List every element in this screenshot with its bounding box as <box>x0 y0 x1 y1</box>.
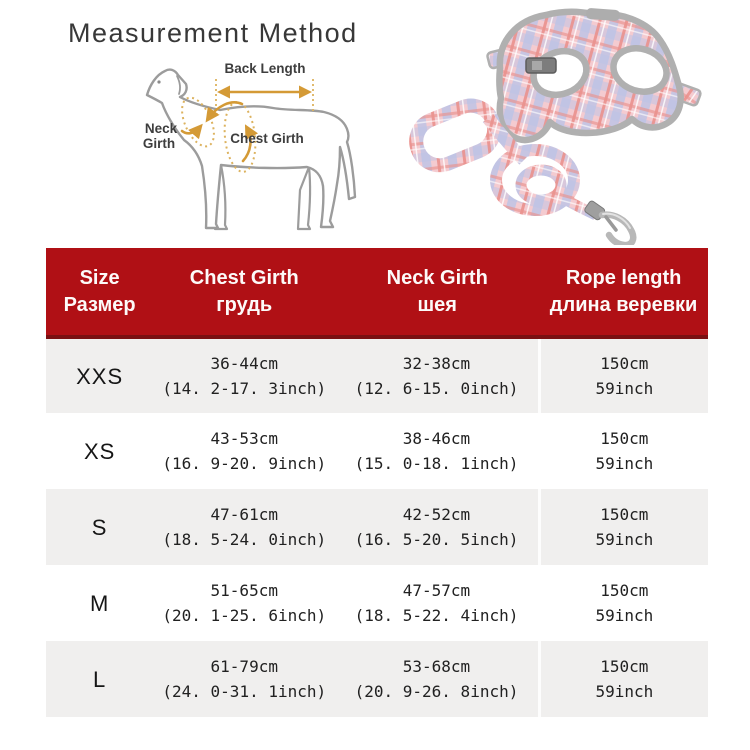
neck-value <box>335 413 539 489</box>
rope-cm: 150cm <box>600 505 649 524</box>
chest-value <box>153 337 335 413</box>
header-size-en: Size <box>79 266 120 289</box>
table-row-s <box>46 489 708 565</box>
chest-value <box>153 641 335 717</box>
page-title: Measurement Method <box>68 18 358 48</box>
chest-cm: 61-79cm <box>210 657 278 676</box>
table-row-l <box>46 641 708 717</box>
size-chart-header <box>46 248 708 337</box>
neck-cm: 38-46cm <box>402 429 471 448</box>
chest-value <box>153 413 335 489</box>
neck-value <box>335 489 539 565</box>
dog-measurement-diagram <box>95 55 405 247</box>
chest-value <box>153 565 335 641</box>
chest-cm: 47-61cm <box>210 505 278 524</box>
neck-inch: (15. 0-18. 1inch) <box>354 454 519 473</box>
table-row-xxs <box>46 337 708 413</box>
chest-inch: (24. 0-31. 1inch) <box>162 682 327 701</box>
neck-value <box>335 337 539 413</box>
header-chest-en: Chest Girth <box>189 266 299 289</box>
leash-handle-loop <box>409 99 501 173</box>
header-rope-length <box>539 248 708 337</box>
header-neck-ru: шея <box>417 293 457 316</box>
header-chest-ru: грудь <box>216 293 273 316</box>
chest-cm: 43-53cm <box>210 429 278 448</box>
header-size <box>46 248 153 337</box>
size-value: XXS <box>76 363 124 389</box>
rope-cm: 150cm <box>600 581 649 600</box>
chest-inch: (14. 2-17. 3inch) <box>162 379 327 398</box>
neck-cm: 47-57cm <box>402 581 471 600</box>
header-chest-girth <box>153 248 335 337</box>
chest-cm: 51-65cm <box>210 581 278 600</box>
rope-value <box>539 413 708 489</box>
rope-value <box>539 489 708 565</box>
size-value: L <box>92 666 107 692</box>
rope-cm: 150cm <box>600 354 649 373</box>
rope-cm: 150cm <box>600 429 649 448</box>
harness-buckle-slider <box>532 61 542 70</box>
neck-value <box>335 565 539 641</box>
size-value: M <box>89 590 110 616</box>
rope-value <box>539 565 708 641</box>
header-neck-en: Neck Girth <box>386 266 488 289</box>
table-row-m <box>46 565 708 641</box>
rope-cm: 150cm <box>600 657 649 676</box>
header-neck-girth <box>335 248 539 337</box>
neck-girth-label-line2: Girth <box>142 136 176 151</box>
harness-leash-product-image <box>400 0 750 245</box>
neck-inch: (20. 9-26. 8inch) <box>354 682 519 701</box>
chest-inch: (20. 1-25. 6inch) <box>162 606 327 625</box>
header-rope-ru: длина веревки <box>549 293 698 316</box>
rope-value <box>539 337 708 413</box>
chest-inch: (18. 5-24. 0inch) <box>162 530 327 549</box>
table-row-xs <box>46 413 708 489</box>
neck-inch: (18. 5-22. 4inch) <box>354 606 519 625</box>
rope-inch: 59inch <box>595 606 654 625</box>
dog-far-legs-shape <box>215 165 310 229</box>
chest-value <box>153 489 335 565</box>
neck-inch: (12. 6-15. 0inch) <box>354 379 519 398</box>
neck-cm: 32-38cm <box>402 354 471 373</box>
size-value: XS <box>83 438 116 464</box>
dog-eye <box>157 80 160 83</box>
chest-inch: (16. 9-20. 9inch) <box>162 454 327 473</box>
chest-girth-label: Chest Girth <box>230 131 304 146</box>
rope-inch: 59inch <box>595 682 654 701</box>
neck-cm: 53-68cm <box>402 657 471 676</box>
rope-inch: 59inch <box>595 530 654 549</box>
dog-outline-shape <box>144 70 355 228</box>
rope-inch: 59inch <box>595 379 654 398</box>
neck-inch: (16. 5-20. 5inch) <box>354 530 519 549</box>
neck-girth-label-line1: Neck <box>144 121 178 136</box>
back-length-label: Back Length <box>224 61 306 76</box>
header-size-ru: Размер <box>63 293 136 316</box>
size-chart-table <box>46 248 708 717</box>
header-rope-en: Rope length <box>565 266 682 289</box>
harness <box>487 8 702 140</box>
leash-coil-inner <box>521 170 561 200</box>
chest-cm: 36-44cm <box>210 354 278 373</box>
rope-inch: 59inch <box>595 454 654 473</box>
neck-cm: 42-52cm <box>402 505 471 524</box>
neck-value <box>335 641 539 717</box>
size-value: S <box>91 514 108 540</box>
rope-value <box>539 641 708 717</box>
